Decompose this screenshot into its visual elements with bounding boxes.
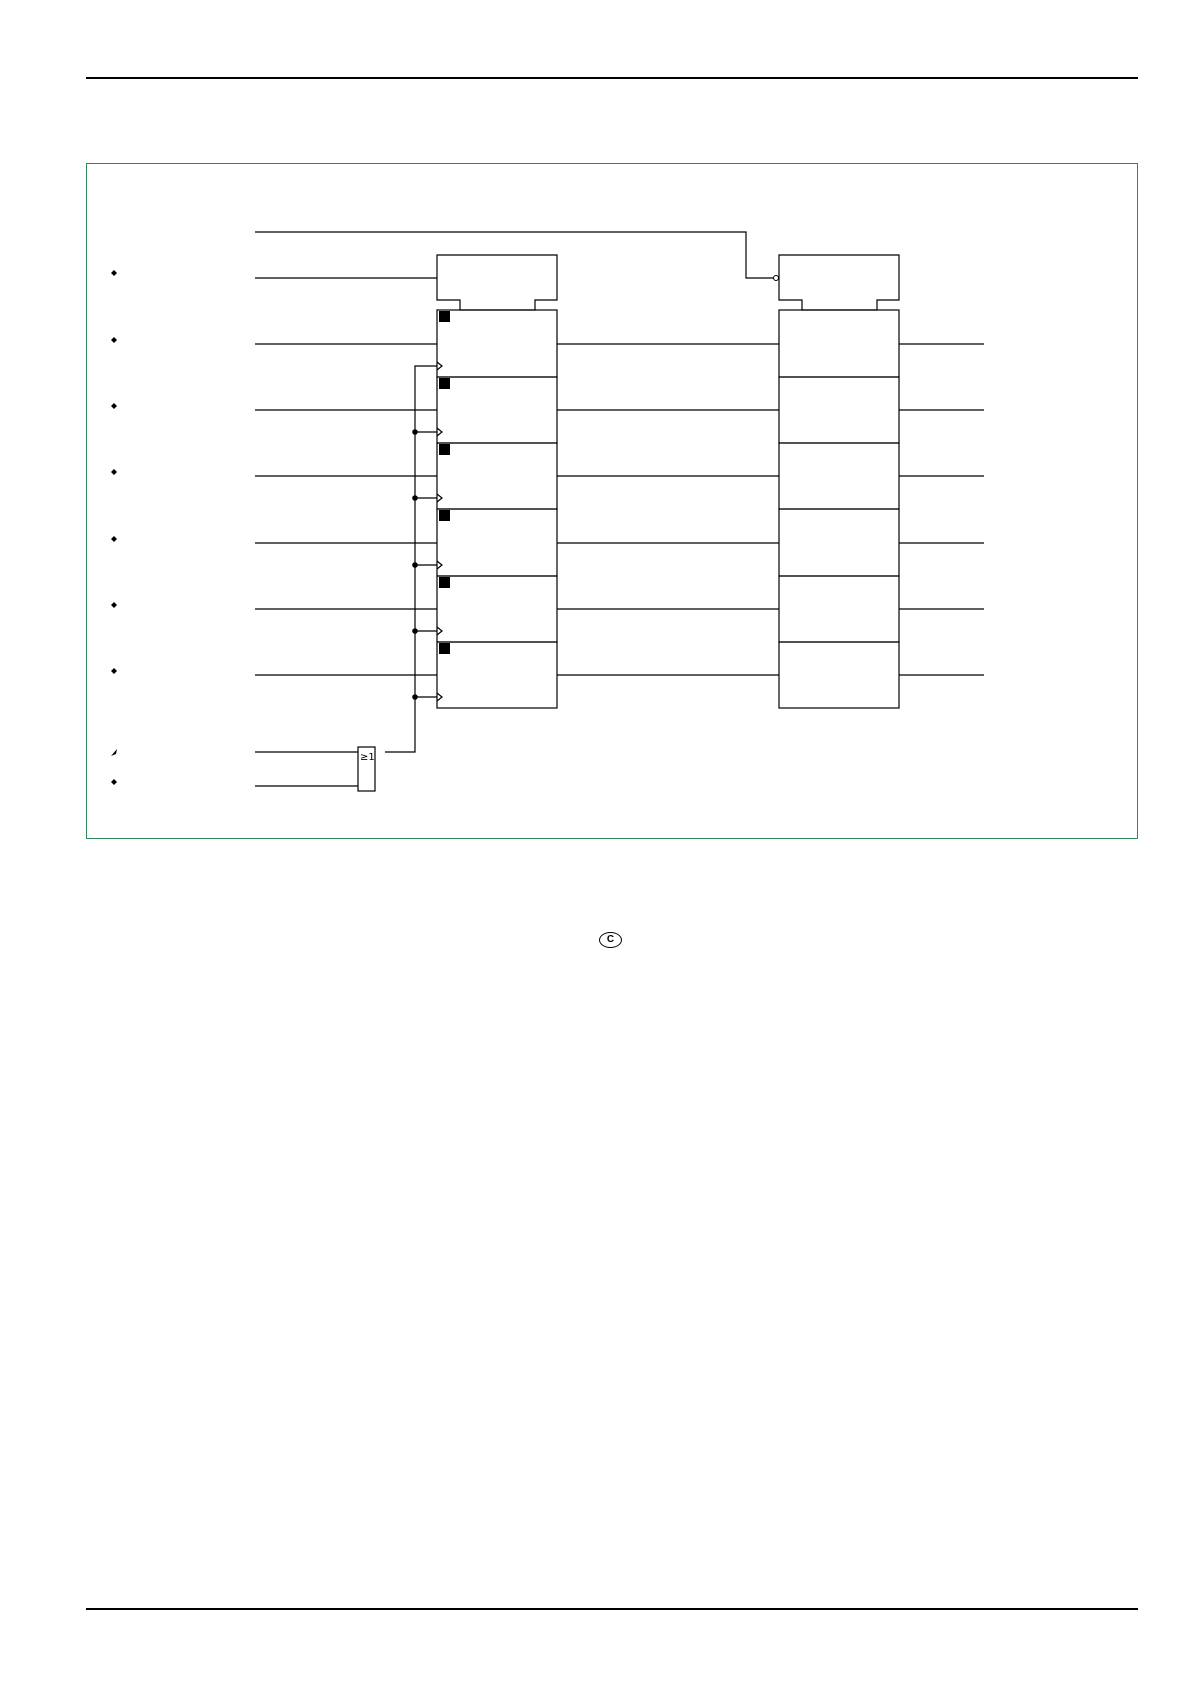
left-stage-6 [437, 642, 557, 708]
right-register-control-block [779, 255, 899, 310]
right-stage-3 [779, 443, 899, 509]
left-stage-2 [437, 377, 557, 443]
negation-bubble [774, 276, 779, 281]
right-stage-4 [779, 509, 899, 576]
stage-markers [439, 311, 450, 654]
right-stage-5 [779, 576, 899, 642]
stage-marker-4 [439, 510, 450, 521]
clock-edge-6 [437, 693, 442, 701]
pin-edge-icon [111, 749, 117, 756]
clock-edge-2 [437, 428, 442, 436]
stage-marker-2 [439, 378, 450, 389]
pin-bullet-icon [111, 270, 117, 276]
stage-marker-3 [439, 444, 450, 455]
pin-bullet-icon [111, 779, 117, 785]
pin-bullet-icon [111, 337, 117, 343]
pin-bullets [111, 270, 117, 785]
footer-rule [86, 1608, 1138, 1610]
left-stage-1 [437, 310, 557, 377]
stage-marker-1 [439, 311, 450, 322]
junction-dot [412, 694, 418, 700]
clock-edge-5 [437, 627, 442, 635]
right-stage-2 [779, 377, 899, 443]
pin-bullet-icon [111, 536, 117, 542]
left-stage-3 [437, 443, 557, 509]
right-stage-1 [779, 310, 899, 377]
pin-bullet-icon [111, 668, 117, 674]
junction-dot [412, 495, 418, 501]
clock-edge-1 [437, 362, 442, 370]
stage-marker-6 [439, 643, 450, 654]
pin-bullet-icon [111, 602, 117, 608]
junction-dot [412, 562, 418, 568]
copyright-icon: C [599, 932, 622, 948]
clock-bus [385, 366, 437, 752]
or-gate-label: ≥1 [360, 752, 375, 763]
right-stage-6 [779, 642, 899, 708]
left-register-control-block [437, 255, 557, 310]
junction-dot [412, 628, 418, 634]
clock-edge-4 [437, 561, 442, 569]
left-stage-5 [437, 576, 557, 642]
junction-dot [412, 429, 418, 435]
left-stage-4 [437, 509, 557, 576]
pin-bullet-icon [111, 469, 117, 475]
diagram-wiring [255, 232, 984, 791]
stage-marker-5 [439, 577, 450, 588]
clock-edge-3 [437, 494, 442, 502]
pin-bullet-icon [111, 403, 117, 409]
